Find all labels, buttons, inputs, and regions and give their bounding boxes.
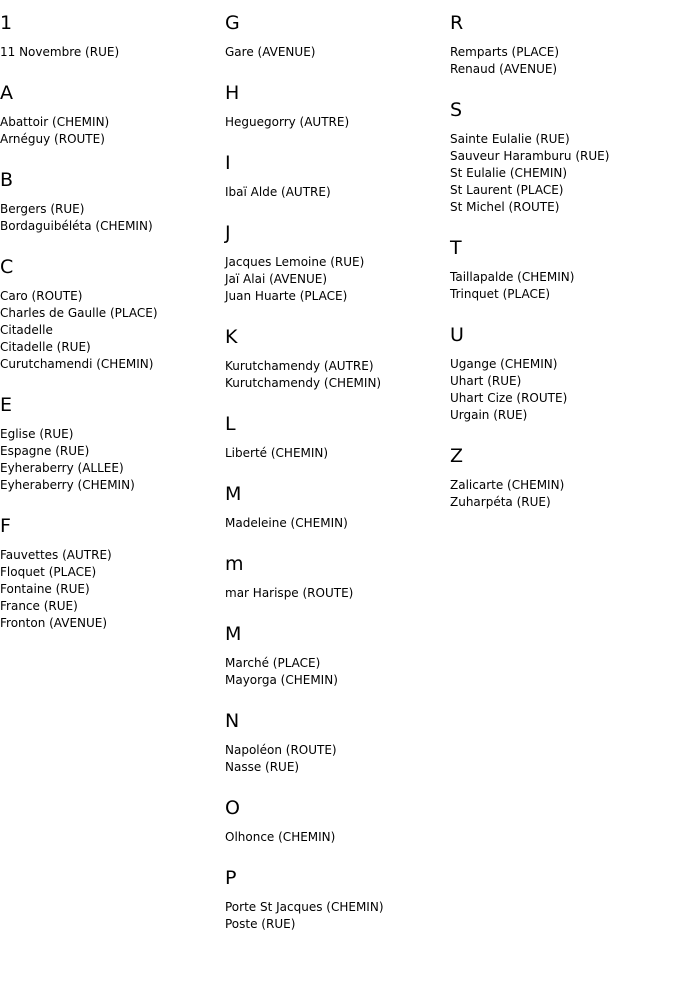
street-item: Gare (AVENUE) xyxy=(225,45,316,59)
street-item: Liberté (CHEMIN) xyxy=(225,446,329,460)
street-item: Charles de Gaulle (PLACE) xyxy=(0,306,158,320)
street-item: Zuharpéta (RUE) xyxy=(450,495,551,509)
street-item: Poste (RUE) xyxy=(225,917,296,931)
street-item: Eyheraberry (ALLEE) xyxy=(0,461,124,475)
street-item: Citadelle xyxy=(0,323,53,337)
street-item: Bergers (RUE) xyxy=(0,202,85,216)
street-item: Uhart Cize (ROUTE) xyxy=(450,391,568,405)
street-item: Espagne (RUE) xyxy=(0,444,90,458)
street-list xyxy=(0,547,225,632)
street-item: France (RUE) xyxy=(0,599,78,613)
street-item: Uhart (RUE) xyxy=(450,374,522,388)
letter-heading: C xyxy=(0,256,14,278)
letter-heading: 1 xyxy=(0,12,13,34)
street-item: Fontaine (RUE) xyxy=(0,582,90,596)
street-item: Sauveur Haramburu (RUE) xyxy=(450,149,610,163)
street-item: Kurutchamendy (AUTRE) xyxy=(225,359,374,373)
street-item: Eglise (RUE) xyxy=(0,427,74,441)
street-item: Heguegorry (AUTRE) xyxy=(225,115,350,129)
street-item: Arnéguy (ROUTE) xyxy=(0,132,105,146)
letter-group xyxy=(0,83,225,148)
index-column xyxy=(225,0,450,955)
street-item: Nasse (RUE) xyxy=(225,760,300,774)
street-item: Eyheraberry (CHEMIN) xyxy=(0,478,135,492)
street-item: Ibaï Alde (AUTRE) xyxy=(225,185,331,199)
street-list xyxy=(225,515,450,532)
letter-group xyxy=(450,13,675,78)
letter-group xyxy=(225,798,450,846)
street-item: Trinquet (PLACE) xyxy=(450,287,551,301)
street-list xyxy=(225,358,450,392)
letter-heading: E xyxy=(0,394,13,416)
street-item: Jaï Alai (AVENUE) xyxy=(225,272,328,286)
letter-heading: m xyxy=(225,553,244,575)
street-list xyxy=(450,44,675,78)
letter-heading: Z xyxy=(450,445,464,467)
letter-heading: K xyxy=(225,326,238,348)
street-list xyxy=(225,254,450,305)
street-item: Madeleine (CHEMIN) xyxy=(225,516,348,530)
letter-heading: G xyxy=(225,12,240,34)
street-item: 11 Novembre (RUE) xyxy=(0,45,120,59)
street-list xyxy=(225,829,450,846)
street-list xyxy=(450,477,675,511)
street-item: Jacques Lemoine (RUE) xyxy=(225,255,365,269)
letter-heading: J xyxy=(225,222,231,244)
street-item: Zalicarte (CHEMIN) xyxy=(450,478,565,492)
street-list xyxy=(0,201,225,235)
street-item: St Laurent (PLACE) xyxy=(450,183,564,197)
street-item: Citadelle (RUE) xyxy=(0,340,91,354)
street-list xyxy=(225,585,450,602)
street-item: Juan Huarte (PLACE) xyxy=(225,289,348,303)
letter-heading: I xyxy=(225,152,231,174)
letter-heading: P xyxy=(225,867,237,889)
letter-group xyxy=(450,446,675,511)
letter-heading: U xyxy=(450,324,464,346)
letter-group xyxy=(225,153,450,201)
street-list xyxy=(450,356,675,424)
street-item: Mayorga (CHEMIN) xyxy=(225,673,338,687)
street-item: Renaud (AVENUE) xyxy=(450,62,558,76)
letter-group xyxy=(450,238,675,303)
letter-heading: R xyxy=(450,12,464,34)
street-list xyxy=(225,742,450,776)
letter-group xyxy=(225,13,450,61)
index-column xyxy=(0,0,225,955)
street-list xyxy=(225,655,450,689)
street-item: Fronton (AVENUE) xyxy=(0,616,108,630)
street-list xyxy=(225,184,450,201)
street-item: Urgain (RUE) xyxy=(450,408,528,422)
letter-group xyxy=(225,327,450,392)
letter-group xyxy=(450,325,675,424)
letter-group xyxy=(0,257,225,373)
street-item: Curutchamendi (CHEMIN) xyxy=(0,357,154,371)
street-list xyxy=(0,288,225,373)
letter-group xyxy=(0,170,225,235)
letter-group xyxy=(225,624,450,689)
letter-group xyxy=(0,395,225,494)
street-item: Caro (ROUTE) xyxy=(0,289,83,303)
street-list xyxy=(225,44,450,61)
letter-group xyxy=(225,223,450,305)
street-item: Remparts (PLACE) xyxy=(450,45,560,59)
street-item: Taillapalde (CHEMIN) xyxy=(450,270,575,284)
street-list xyxy=(0,44,225,61)
letter-heading: M xyxy=(225,623,242,645)
street-item: Bordaguibéléta (CHEMIN) xyxy=(0,219,153,233)
letter-group xyxy=(225,554,450,602)
letter-group xyxy=(225,868,450,933)
street-list xyxy=(450,131,675,216)
street-item: Napoléon (ROUTE) xyxy=(225,743,337,757)
letter-heading: O xyxy=(225,797,240,819)
street-item: Kurutchamendy (CHEMIN) xyxy=(225,376,382,390)
letter-group xyxy=(225,83,450,131)
letter-group xyxy=(225,711,450,776)
street-item: Porte St Jacques (CHEMIN) xyxy=(225,900,384,914)
street-item: Abattoir (CHEMIN) xyxy=(0,115,110,129)
street-item: Fauvettes (AUTRE) xyxy=(0,548,112,562)
letter-heading: M xyxy=(225,483,242,505)
index-column xyxy=(450,0,675,955)
street-list xyxy=(225,899,450,933)
street-list xyxy=(0,114,225,148)
street-item: Floquet (PLACE) xyxy=(0,565,97,579)
letter-group xyxy=(0,13,225,61)
letter-group xyxy=(225,414,450,462)
letter-heading: L xyxy=(225,413,236,435)
letter-heading: H xyxy=(225,82,240,104)
street-item: St Michel (ROUTE) xyxy=(450,200,560,214)
street-item: St Eulalie (CHEMIN) xyxy=(450,166,568,180)
letter-heading: N xyxy=(225,710,240,732)
street-list xyxy=(225,114,450,131)
letter-heading: S xyxy=(450,99,463,121)
street-list xyxy=(450,269,675,303)
letter-group xyxy=(450,100,675,216)
letter-group xyxy=(225,484,450,532)
street-item: Ugange (CHEMIN) xyxy=(450,357,558,371)
street-item: Sainte Eulalie (RUE) xyxy=(450,132,570,146)
street-list xyxy=(225,445,450,462)
street-item: Marché (PLACE) xyxy=(225,656,321,670)
letter-heading: T xyxy=(450,237,462,259)
letter-group xyxy=(0,516,225,632)
street-item: Olhonce (CHEMIN) xyxy=(225,830,336,844)
letter-heading: A xyxy=(0,82,13,104)
letter-heading: B xyxy=(0,169,14,191)
street-item: mar Harispe (ROUTE) xyxy=(225,586,354,600)
letter-heading: F xyxy=(0,515,11,537)
street-list xyxy=(0,426,225,494)
